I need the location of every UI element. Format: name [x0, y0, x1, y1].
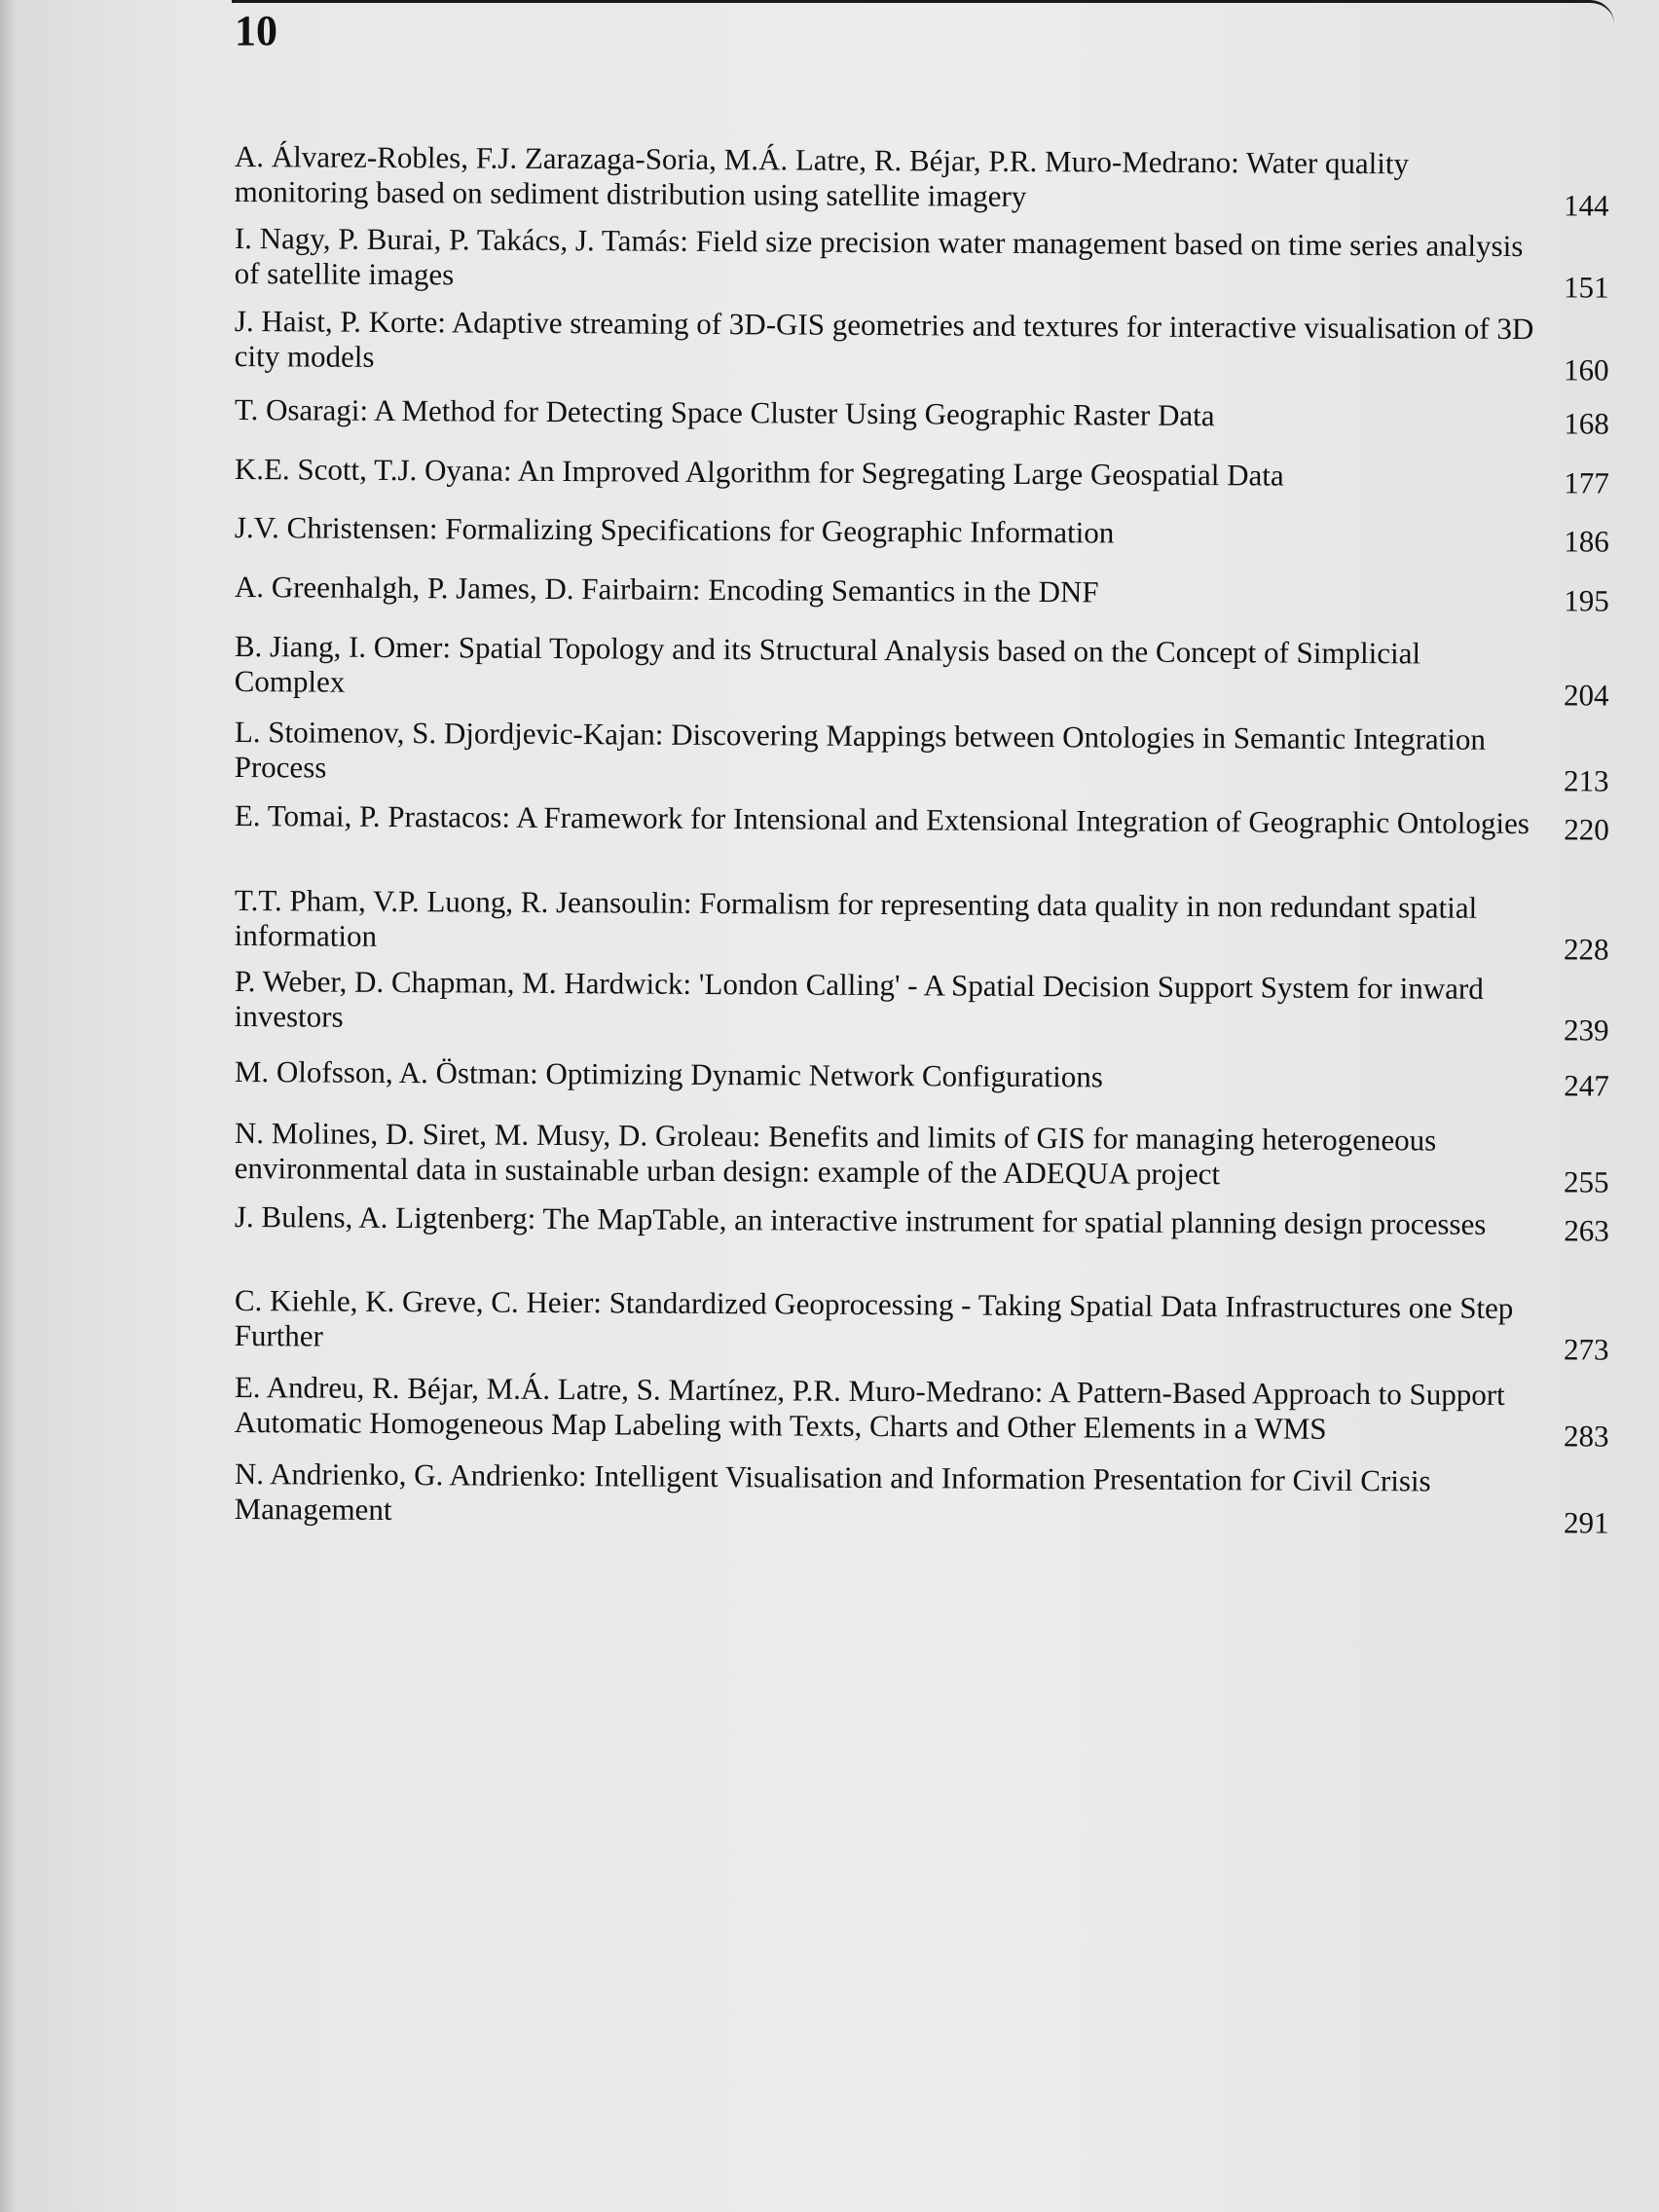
toc-entry — [234, 964, 1609, 1048]
toc-entry — [234, 221, 1609, 305]
toc-entry — [234, 304, 1609, 387]
toc-entry-title: J. Haist, P. Korte: Adaptive streaming of 3D-GIS geometries and textures for interactive visualisation of 3D city models — [234, 304, 1534, 374]
toc-entry-title: J.V. Christensen: Formalizing Specifications for Geographic Information — [234, 510, 1115, 550]
toc-entry — [234, 883, 1609, 967]
toc-entry-page: 160 — [1564, 352, 1609, 387]
toc-entry-page: 168 — [1564, 406, 1609, 441]
toc-entry-title: B. Jiang, I. Omer: Spatial Topology and its Structural Analysis based on the Concept of Simplicial Complex — [234, 629, 1421, 699]
toc-entry — [234, 1283, 1609, 1367]
toc-entry-page: 291 — [1564, 1505, 1609, 1540]
toc-entry-page: 213 — [1564, 763, 1609, 798]
toc-entry-title: T.T. Pham, V.P. Luong, R. Jeansoulin: Formalism for representing data quality in non redundant spatial information — [234, 883, 1478, 953]
toc-entry — [234, 1456, 1609, 1540]
toc-entry-page: 204 — [1564, 678, 1609, 713]
toc-entry-title: N. Molines, D. Siret, M. Musy, D. Groleau: Benefits and limits of GIS for managing heterogeneous environmental data in sustainable urban design: example of the ADEQUA project — [234, 1116, 1437, 1192]
toc-entry — [234, 1370, 1609, 1454]
toc-entry — [234, 570, 1609, 618]
toc-entry — [234, 392, 1609, 441]
toc-entry-title: M. Olofsson, A. Östman: Optimizing Dynamic Network Configurations — [234, 1054, 1104, 1094]
scan-edge-mark — [0, 2189, 9, 2212]
toc-entry-title: T. Osaragi: A Method for Detecting Space Cluster Using Geographic Raster Data — [234, 392, 1215, 433]
toc-entry-page: 273 — [1564, 1332, 1609, 1367]
toc-entry — [234, 629, 1609, 713]
toc-entry-title: N. Andrienko, G. Andrienko: Intelligent Visualisation and Information Presentation for Civil Crisis Management — [234, 1456, 1431, 1527]
toc-entry — [234, 510, 1609, 559]
toc-entry-title: E. Andreu, R. Béjar, M.Á. Latre, S. Martínez, P.R. Muro-Medrano: A Pattern-Based Approach to Support Automatic Homogeneous Map Labeling with Texts, Charts and Other Elements in a WMS — [234, 1370, 1505, 1446]
toc-entry-page: 144 — [1564, 188, 1609, 223]
toc-entry-title: P. Weber, D. Chapman, M. Hardwick: 'London Calling' - A Spatial Decision Support System for inward investors — [234, 964, 1484, 1034]
toc-entry-title: A. Greenhalgh, P. James, D. Fairbairn: Encoding Semantics in the DNF — [234, 570, 1099, 609]
page-number: 10 — [235, 7, 277, 55]
toc-entry-page: 151 — [1564, 270, 1609, 305]
toc-entry — [234, 1054, 1609, 1103]
toc-entry-page: 283 — [1564, 1419, 1609, 1454]
header-rule — [232, 0, 1614, 24]
toc-entry-page: 186 — [1564, 524, 1609, 559]
toc-entry-page: 220 — [1564, 812, 1609, 847]
toc-entry — [234, 798, 1609, 847]
toc-entry-page: 228 — [1564, 932, 1609, 967]
toc-entry-page: 195 — [1564, 583, 1609, 618]
toc-entry-page: 239 — [1564, 1013, 1609, 1048]
toc-entry-title: C. Kiehle, K. Greve, C. Heier: Standardized Geoprocessing - Taking Spatial Data Infrastructures one Step Further — [234, 1283, 1514, 1353]
binding-shadow — [0, 0, 16, 2212]
toc-entry-page: 263 — [1564, 1213, 1609, 1248]
toc-entry-title: K.E. Scott, T.J. Oyana: An Improved Algorithm for Segregating Large Geospatial Data — [234, 452, 1284, 493]
toc-entry — [234, 1116, 1609, 1199]
toc-entry — [234, 452, 1609, 500]
toc-entry-page: 247 — [1564, 1068, 1609, 1103]
toc-entry-title: L. Stoimenov, S. Djordjevic-Kajan: Discovering Mappings between Ontologies in Semantic Integration Process — [234, 715, 1487, 785]
toc-entry — [234, 1199, 1609, 1248]
toc-entry-title: A. Álvarez-Robles, F.J. Zarazaga-Soria, M.Á. Latre, R. Béjar, P.R. Muro-Medrano: Water quality monitoring based on sediment distribution using satellite imagery — [234, 139, 1410, 213]
toc-entry — [234, 715, 1609, 798]
toc-entry-title: E. Tomai, P. Prastacos: A Framework for Intensional and Extensional Integration of Geographic Ontologies — [234, 798, 1530, 841]
toc-entry-page: 255 — [1564, 1164, 1609, 1199]
toc-entry-title: I. Nagy, P. Burai, P. Takács, J. Tamás: Field size precision water management based on time series analysis of satellite images — [234, 221, 1524, 292]
toc-entry — [234, 139, 1609, 223]
toc-entry-page: 177 — [1564, 465, 1609, 500]
toc-entry-title: J. Bulens, A. Ligtenberg: The MapTable, an interactive instrument for spatial planning design processes — [234, 1199, 1487, 1241]
